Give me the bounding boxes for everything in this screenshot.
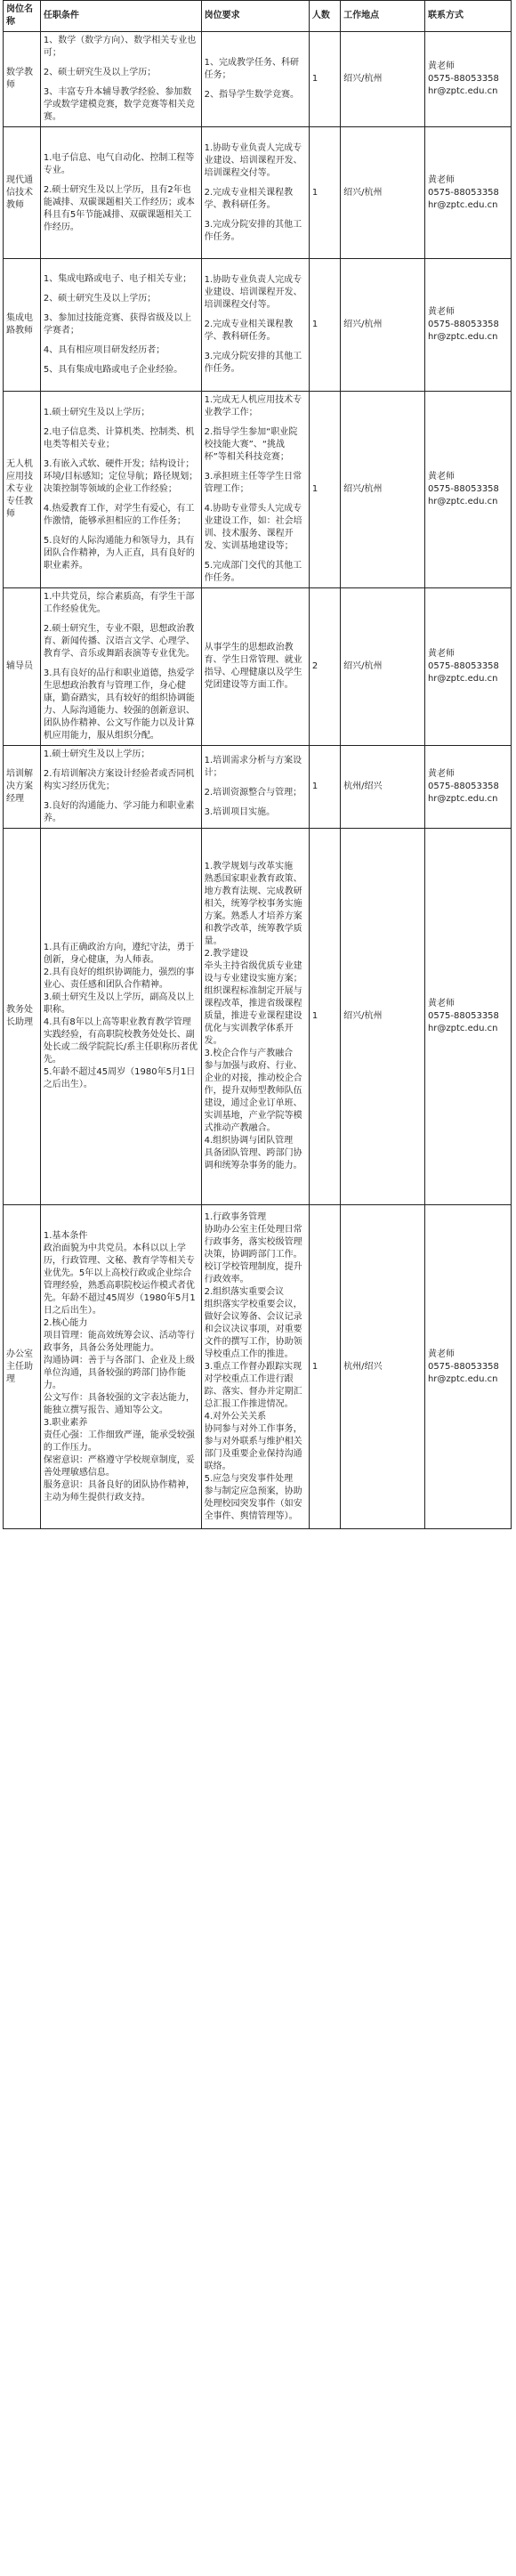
- headcount: 1: [309, 259, 340, 392]
- condition-item: 2.核心能力: [43, 1317, 88, 1328]
- headcount: 1: [309, 32, 340, 127]
- contact-person: 黄老师: [427, 61, 455, 71]
- condition-item: 沟通协调：善于与各部门、企业及上级单位沟通，具备较强的跨部门协作能力。: [43, 1355, 195, 1390]
- condition-item: 1、集成电路或电子、电子相关专业；: [43, 274, 192, 284]
- requirement-item: 1.完成无人机应用技术专业教学工作；: [204, 395, 302, 417]
- condition-item: 3.职业素养: [43, 1417, 88, 1428]
- condition-item: 3、丰富专升本辅导教学经验、参加数学或数学建模竞赛，数学竞赛等相关竞赛。: [43, 87, 195, 122]
- condition-item: 3.良好的沟通能力、学习能力和职业素养。: [43, 801, 195, 823]
- requirement-item: 5.完成部门交代的其他工作任务。: [204, 561, 302, 583]
- condition-item: 2.电子信息类、计算机类、控制类、机电类等相关专业；: [43, 427, 195, 450]
- condition-item: 4.热爱教育工作，对学生有爱心，有工作激情，能够承担相应的工作任务；: [43, 504, 195, 526]
- contact-phone: 0575-88053358: [427, 1011, 499, 1021]
- requirement-item: 1.教学规划与改革实施: [204, 862, 294, 871]
- requirement-item: 2.培训资源整合与管理；: [204, 788, 302, 798]
- requirement-item: 1.行政事务管理: [204, 1211, 267, 1222]
- table-row: [4, 1205, 512, 1529]
- condition-item: 1.电子信息、电气自动化、控制工程等专业。: [43, 152, 195, 175]
- requirement-item: 具备团队管理、跨部门协调和统筹杂事务的能力。: [204, 1148, 302, 1171]
- job-table: [3, 0, 512, 1529]
- table-row: [4, 32, 512, 127]
- requirements-cell: [201, 1205, 309, 1529]
- requirement-item: 从事学生的思想政治教育、学生日常管理、就业指导、心理健康以及学生党团建设等方面工作。: [204, 643, 302, 690]
- condition-item: 服务意识：具备良好的团队协作精神，主动为师生提供行政支持。: [43, 1479, 195, 1503]
- contact-email: hr@zptc.edu.cn: [427, 674, 498, 684]
- contact-email: hr@zptc.edu.cn: [427, 794, 498, 804]
- paragraph-gap: [44, 337, 198, 344]
- requirement-item: 3.完成分院安排的其他工作任务。: [204, 352, 302, 374]
- paragraph-gap: [205, 496, 306, 503]
- requirement-item: 协同参与对外工作事务，参与对外联系与维护相关部门及重要企业保持沟通联络。: [204, 1423, 302, 1471]
- contact-phone: 0575-88053358: [427, 320, 499, 329]
- contact-phone: 0575-88053358: [427, 782, 499, 791]
- requirement-item: 3.培训项目实施。: [204, 807, 276, 817]
- paragraph-gap: [205, 780, 306, 787]
- requirement-item: 4.协助专业带头人完成专业建设工作，如：社会培训、技术服务、课程开发、实训基地建设等；: [204, 504, 302, 551]
- header-location: 工作地点: [341, 1, 425, 32]
- condition-item: 5.良好的人际沟通能力和领导力，具有团队合作精神，为人正直，具有良好的职业素养。: [43, 536, 195, 571]
- paragraph-gap: [205, 419, 306, 426]
- conditions-cell: [40, 588, 201, 746]
- contact-cell: [424, 127, 511, 259]
- condition-item: 政治面貌为中共党员。本科以以上学历，行政管理、文秘、教育学等相关专业优先。5年以上高校行政或企业综合管理经验，熟悉高职院校运作模式者优先。年龄不超过45周岁（1980年5月1日之后出生）。: [43, 1243, 196, 1316]
- requirement-item: 2.组织落实重要会议: [204, 1286, 285, 1297]
- requirement-item: 3.重点工作督办跟踪实现: [204, 1361, 302, 1372]
- paragraph-gap: [44, 357, 198, 364]
- condition-item: 3.有嵌入式软、硬件开发；结构设计；环境/目标感知；定位导航；路径规划；决策控制等领域的企业工作经验；: [43, 459, 198, 494]
- contact-cell: [424, 392, 511, 588]
- paragraph-gap: [205, 312, 306, 319]
- contact-person: 黄老师: [427, 1349, 455, 1359]
- headcount: 1: [309, 746, 340, 829]
- headcount: 1: [309, 127, 340, 259]
- requirements-cell: [201, 829, 309, 1205]
- condition-item: 2.具有良好的组织协调能力，强烈的事业心、责任感和团队合作精神。: [43, 968, 195, 990]
- paragraph-gap: [205, 180, 306, 187]
- requirement-item: 3.承担班主任等学生日常管理工作；: [204, 472, 302, 494]
- work-location: 绍兴/杭州: [341, 829, 425, 1205]
- condition-item: 5、具有集成电路或电子企业经验。: [43, 365, 183, 375]
- condition-item: 2.有培训解决方案设计经验者或否同机构实习经历优先；: [43, 769, 195, 791]
- requirement-item: 3.完成分院安排的其他工作任务。: [204, 219, 302, 242]
- condition-item: 2、硕士研究生及以上学历；: [43, 68, 157, 77]
- condition-item: 2.硕士研究生，专业不限，思想政治教育、新闻传播、汉语言文学、心理学、教育学、音乐或舞蹈表演等专业优先。: [43, 624, 195, 659]
- work-location: 杭州/绍兴: [341, 1205, 425, 1529]
- work-location: 绍兴/杭州: [341, 32, 425, 127]
- contact-cell: [424, 32, 511, 127]
- contact-cell: [424, 259, 511, 392]
- contact-email: hr@zptc.edu.cn: [427, 332, 498, 342]
- condition-item: 3.硕士研究生及以上学历，副高及以上职称。: [43, 992, 195, 1015]
- conditions-cell: [40, 259, 201, 392]
- paragraph-gap: [44, 177, 198, 184]
- conditions-cell: [40, 32, 201, 127]
- requirement-item: 3.校企合作与产教融合: [204, 1049, 294, 1058]
- condition-item: 3.具有良好的品行和职业道德，热爱学生思想政治教育与管理工作，身心健康，勤奋踏实，具有较好的组织协调能力、人际沟通能力、较强的创新意识、团队协作精神、公文写作能力以及计算机应用能力，服从组织分配。: [43, 668, 195, 741]
- work-location: 杭州/绍兴: [341, 746, 425, 829]
- requirement-item: 参与加强与政府、行业、企业的对接，推动校企合作，提升双师型教师队伍建设，通过企业订单班、实训基地，产业学院等模式推动产教融合。: [204, 1061, 302, 1133]
- condition-item: 1.中共党员，综合素质高，有学生干部工作经验优先。: [43, 592, 195, 614]
- header-conditions: 任职条件: [40, 1, 201, 32]
- condition-item: 1.硕士研究生及以上学历；: [43, 408, 150, 417]
- condition-item: 1、数学（数学方向）、数学相关专业也可；: [43, 36, 197, 58]
- work-location: 绍兴/杭州: [341, 127, 425, 259]
- work-location: 绍兴/杭州: [341, 259, 425, 392]
- requirement-item: 牵头主持省级优质专业建设与专业建设实施方案；组织课程标准制定开展与课程改革，推进省级课程质量，推进专业课程建设优化与实训教学体系开发。: [204, 961, 302, 1046]
- requirement-item: 2.教学建设: [204, 949, 249, 959]
- condition-item: 5.年龄不超过45周岁（1980年5月1日之后出生）。: [43, 1067, 196, 1090]
- table-row: [4, 588, 512, 746]
- requirement-item: 对学校重点工作进行跟踪、落实、督办并定期汇总汇报工作推进情况。: [204, 1373, 302, 1409]
- table-row: [4, 829, 512, 1205]
- paragraph-gap: [205, 799, 306, 806]
- requirement-item: 1、完成教学任务、科研任务；: [204, 58, 300, 80]
- requirements-cell: [201, 127, 309, 259]
- contact-person: 黄老师: [427, 472, 455, 482]
- condition-item: 2、硕士研究生及以上学历；: [43, 294, 157, 304]
- condition-item: 1.具有正确政治方向，遵纪守法，勇于创新，身心健康，为人师表。: [43, 943, 195, 965]
- contact-email: hr@zptc.edu.cn: [427, 497, 498, 506]
- paragraph-gap: [44, 451, 198, 458]
- contact-cell: [424, 1205, 511, 1529]
- contact-phone: 0575-88053358: [427, 1361, 499, 1372]
- condition-item: 2.硕士研究生及以上学历，且有2年也能减排、双碳课题相关工作经历；或本科且有5年节能减排、双碳课题相关工作经历。: [43, 184, 195, 232]
- contact-person: 黄老师: [427, 769, 455, 779]
- requirement-item: 2.指导学生参加“职业院校技能大赛”、“挑战杯”等相关科技竞赛；: [204, 427, 298, 462]
- header-position: 岗位名称: [4, 1, 41, 32]
- paragraph-gap: [44, 660, 198, 668]
- table-row: [4, 392, 512, 588]
- requirement-item: 组织落实学校重要会议，做好会议筹备、会议记录和会议决议事项，对重要文件的撰写工作，协助领导校重点工作的推进。: [204, 1299, 302, 1359]
- position-name: 办公室主任助理: [4, 1205, 41, 1529]
- paragraph-gap: [44, 761, 198, 768]
- paragraph-gap: [205, 553, 306, 560]
- requirements-cell: [201, 746, 309, 829]
- contact-cell: [424, 746, 511, 829]
- requirements-cell: [201, 588, 309, 746]
- paragraph-gap: [205, 212, 306, 219]
- condition-item: 4.具有8年以上高等职业教育教学管理实践经验，有高职院校教务处处长、副处长或二级学院院长/系主任职称历者优先。: [43, 1017, 198, 1065]
- conditions-cell: [40, 746, 201, 829]
- condition-item: 责任心强：工作细致严谨，能承受较强的工作压力。: [43, 1430, 195, 1453]
- requirement-item: 2、指导学生数学竞赛。: [204, 90, 300, 100]
- condition-item: 1.硕士研究生及以上学历；: [43, 749, 150, 759]
- requirements-cell: [201, 32, 309, 127]
- requirement-item: 1.培训需求分析与方案设计；: [204, 756, 302, 778]
- contact-person: 黄老师: [427, 174, 455, 185]
- requirement-item: 4.组织协调与团队管理: [204, 1136, 294, 1146]
- paragraph-gap: [44, 286, 198, 293]
- requirement-item: 2.完成专业相关课程教学、教科研任务。: [204, 187, 294, 210]
- contact-email: hr@zptc.edu.cn: [427, 1373, 498, 1384]
- position-name: 集成电路教师: [4, 259, 41, 392]
- paragraph-gap: [44, 496, 198, 503]
- requirement-item: 协助办公室主任处理日常行政事务，落实校级管理决策，协调跨部门工作。校订学校管理制度，提升行政效率。: [204, 1224, 302, 1284]
- requirement-item: 熟悉国家职业教育政策、地方教育法规、完成教研相关，统筹学校事务实施方案。熟悉人才培养方案和教学改革，统筹教学质量。: [204, 874, 302, 946]
- contact-person: 黄老师: [427, 649, 455, 659]
- paragraph-gap: [205, 82, 306, 89]
- contact-phone: 0575-88053358: [427, 187, 499, 198]
- requirement-item: 5.应急与突发事件处理: [204, 1473, 294, 1484]
- position-name: 现代通信技术教师: [4, 127, 41, 259]
- requirement-item: 1.协助专业负责人完成专业建设、培训课程开发、培训课程交付等。: [204, 142, 302, 178]
- contact-email: hr@zptc.edu.cn: [427, 1024, 498, 1033]
- contact-cell: [424, 588, 511, 746]
- requirements-cell: [201, 392, 309, 588]
- requirement-item: 4.对外公关关系: [204, 1411, 267, 1422]
- condition-item: 公文写作：具备较强的文字表达能力，能独立撰写报告、通知等公文。: [43, 1392, 195, 1415]
- header-count: 人数: [309, 1, 340, 32]
- paragraph-gap: [44, 793, 198, 800]
- table-row: [4, 746, 512, 829]
- contact-email: hr@zptc.edu.cn: [427, 86, 498, 96]
- paragraph-gap: [205, 344, 306, 351]
- position-name: 数学教师: [4, 32, 41, 127]
- contact-phone: 0575-88053358: [427, 74, 499, 84]
- requirement-item: 参与制定应急预案，协助处理校园突发事件（如安全事件、舆情管理等）。: [204, 1486, 302, 1521]
- paragraph-gap: [44, 419, 198, 426]
- condition-item: 3、参加过技能竞赛、获得省级及以上学赛者；: [43, 313, 192, 336]
- condition-item: 4、具有相应项目研发经历者；: [43, 345, 165, 355]
- conditions-cell: [40, 127, 201, 259]
- headcount: 1: [309, 1205, 340, 1529]
- work-location: 绍兴/杭州: [341, 392, 425, 588]
- contact-phone: 0575-88053358: [427, 661, 499, 671]
- header-requirements: 岗位要求: [201, 1, 309, 32]
- table-row: [4, 127, 512, 259]
- position-name: 辅导员: [4, 588, 41, 746]
- condition-item: 项目管理：能高效统筹会议、活动等行政事务，具备公务处理能力。: [43, 1330, 195, 1353]
- condition-item: 保密意识：严格遵守学校规章制度，妥善处理敏感信息。: [43, 1454, 195, 1478]
- conditions-cell: [40, 1205, 201, 1529]
- paragraph-gap: [44, 79, 198, 86]
- header-contact: 联系方式: [424, 1, 511, 32]
- header-row: [4, 1, 512, 32]
- paragraph-gap: [44, 528, 198, 535]
- paragraph-gap: [44, 616, 198, 623]
- headcount: 2: [309, 588, 340, 746]
- contact-email: hr@zptc.edu.cn: [427, 199, 498, 210]
- requirement-item: 1.协助专业负责人完成专业建设、培训课程开发、培训课程交付等。: [204, 275, 302, 310]
- contact-person: 黄老师: [427, 999, 455, 1009]
- position-name: 培训解决方案经理: [4, 746, 41, 829]
- position-name: 教务处长助理: [4, 829, 41, 1205]
- paragraph-gap: [205, 464, 306, 471]
- conditions-cell: [40, 392, 201, 588]
- contact-person: 黄老师: [427, 307, 455, 317]
- headcount: 1: [309, 392, 340, 588]
- work-location: 绍兴/杭州: [341, 588, 425, 746]
- paragraph-gap: [44, 305, 198, 312]
- table-row: [4, 259, 512, 392]
- paragraph-gap: [44, 60, 198, 67]
- headcount: 1: [309, 829, 340, 1205]
- position-name: 无人机应用技术专业专任教师: [4, 392, 41, 588]
- requirement-item: 2.完成专业相关课程教学、教科研任务。: [204, 320, 294, 342]
- requirements-cell: [201, 259, 309, 392]
- contact-cell: [424, 829, 511, 1205]
- conditions-cell: [40, 829, 201, 1205]
- condition-item: 1.基本条件: [43, 1230, 88, 1241]
- contact-phone: 0575-88053358: [427, 484, 499, 494]
